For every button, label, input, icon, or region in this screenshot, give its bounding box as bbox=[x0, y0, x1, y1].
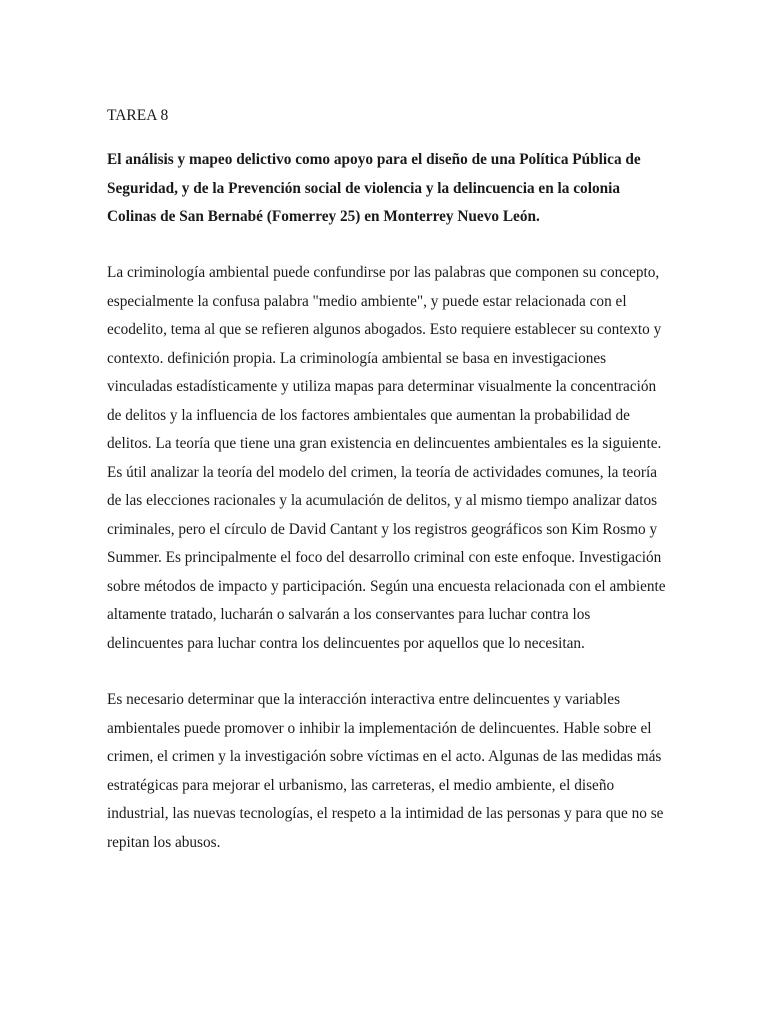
paragraph-line: contexto. definición propia. La criminología ambiental se basa en investigaciones bbox=[107, 349, 607, 367]
heading-line: Seguridad, y de la Prevención social de violencia y la delincuencia en la colonia bbox=[107, 179, 621, 197]
paragraph-line: delitos. La teoría que tiene una gran existencia en delincuentes ambientales es la siguiente. bbox=[107, 435, 662, 452]
paragraph-line: ambientales puede promover o inhibir la implementación de delincuentes. Hable sobre el bbox=[107, 719, 652, 737]
paragraph-1 bbox=[107, 259, 667, 658]
paragraph-line: especialmente la confusa palabra "medio ambiente", y puede estar relacionada con el bbox=[107, 292, 627, 310]
paragraph-line: repitan los abusos. bbox=[107, 833, 221, 851]
paragraph-line: delincuentes para luchar contra los delincuentes por aquellos que lo necesitan. bbox=[107, 634, 585, 652]
paragraph-line: industrial, las nuevas tecnologías, el respeto a la intimidad de las personas y para que no se bbox=[107, 805, 664, 822]
task-title: TAREA 8 bbox=[107, 107, 169, 124]
paragraph-2 bbox=[107, 686, 667, 857]
paragraph-line: Summer. Es principalmente el foco del desarrollo criminal con este enfoque. Investigación bbox=[107, 549, 662, 566]
paragraph-line: Es necesario determinar que la interacción interactiva entre delincuentes y variables bbox=[107, 691, 621, 708]
paragraph-line: ecodelito, tema al que se refieren algunos abogados. Esto requiere establecer su contexto y bbox=[107, 321, 662, 338]
paragraph-line: de delitos y la influencia de los factores ambientales que aumentan la probabilidad de bbox=[107, 406, 630, 424]
paragraph-line: vinculadas estadísticamente y utiliza mapas para determinar visualmente la concentración bbox=[107, 378, 657, 395]
document-heading bbox=[107, 146, 667, 232]
paragraph-line: sobre métodos de impacto y participación. Según una encuesta relacionada con el ambiente bbox=[107, 577, 666, 595]
paragraph-line: estratégicas para mejorar el urbanismo, las carreteras, el medio ambiente, el diseño bbox=[107, 776, 615, 794]
paragraph-line: de las elecciones racionales y la acumulación de delitos, y al mismo tiempo analizar datos bbox=[107, 492, 658, 509]
paragraph-line: La criminología ambiental puede confundirse por las palabras que componen su concepto, bbox=[107, 264, 660, 281]
paragraph-line: altamente tratado, lucharán o salvarán a los conservantes para luchar contra los bbox=[107, 606, 591, 623]
paragraph-line: crimen, el crimen y la investigación sobre víctimas en el acto. Algunas de las medidas más bbox=[107, 748, 662, 765]
paragraph-line: criminales, pero el círculo de David Cantant y los registros geográficos son Kim Rosmo y bbox=[107, 520, 658, 538]
paragraph-line: Es útil analizar la teoría del modelo del crimen, la teoría de actividades comunes, la teoría bbox=[107, 463, 658, 481]
heading-line: El análisis y mapeo delictivo como apoyo para el diseño de una Política Pública de bbox=[107, 151, 641, 168]
heading-line: Colinas de San Bernabé (Fomerrey 25) en Monterrey Nuevo León. bbox=[107, 208, 540, 225]
